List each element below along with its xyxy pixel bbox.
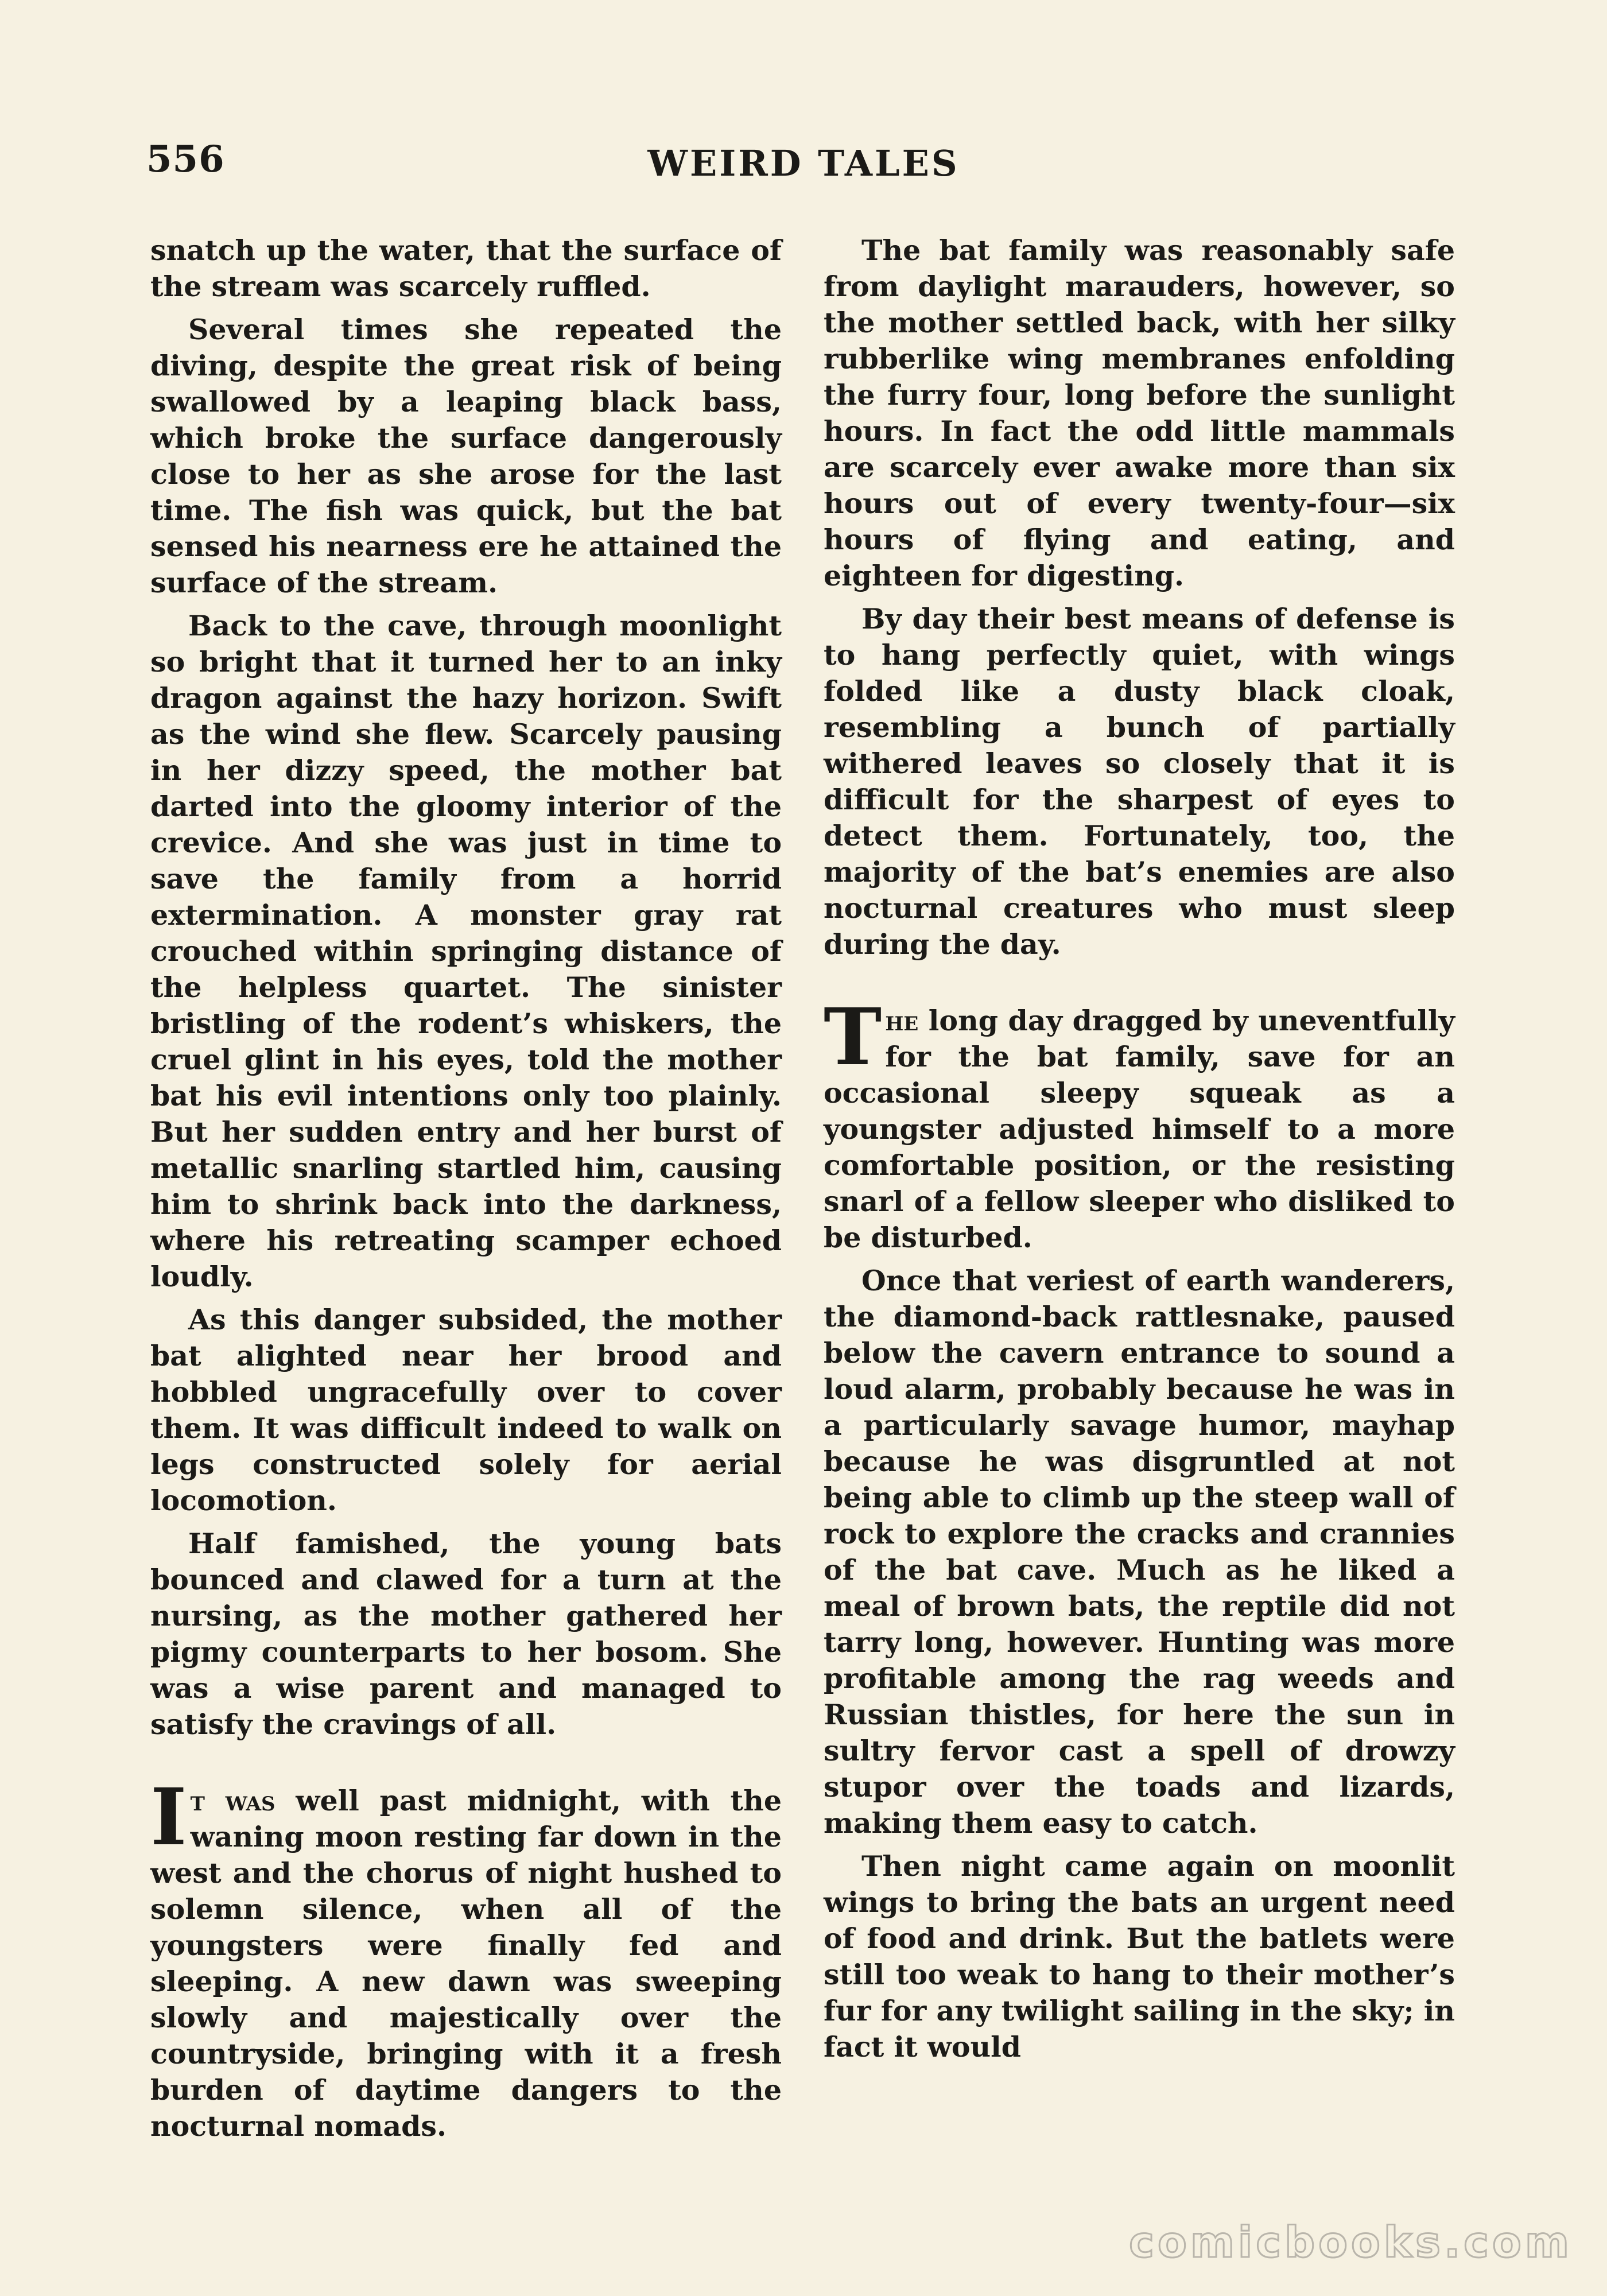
watermark: comicbooks.com [1129, 2218, 1573, 2267]
section-paragraph [824, 991, 1455, 1256]
paragraph-text: long day dragged by uneventfully for the bat family, save for an occasional sleepy squeak as a youngster adjusted himself to a more comfortable position, or the resisting snarl of a fellow sleeper who disliked to be disturbed. [824, 1004, 1455, 1254]
paragraph: By day their best means of defense is to hang perfectly quiet, with wings folded like a dusty black cloak, resembling a bunch of partially withered leaves so closely that it is difficult for the sharpest of eyes to detect them. Fortunately, too, the majority of the bat’s enemies are also nocturnal creatures who must sleep during the day. [824, 602, 1455, 961]
running-title: WEIRD TALES [647, 142, 960, 184]
small-caps-lead: he [885, 1004, 919, 1037]
small-caps-lead: t was [190, 1784, 275, 1817]
paragraph: Back to the cave, through moonlight so bright that it turned her to an inky dragon against the hazy horizon. Swift as the wind she flew. Scarcely pausing in her dizzy speed, the mother bat darted into the gloomy interior of the crevice. And she was just in time to save the family from a horrid extermination. A monster gray rat crouched within springing distance of the helpless quartet. The sinister bristling of the rodent’s whiskers, the cruel glint in his eyes, told the mother bat his evil intentions only too plainly. But her sudden entry and her burst of metallic snarling startled him, causing him to shrink back into the darkness, where his retreating scamper echoed loudly. [150, 609, 782, 1293]
paragraph: Then night came again on moonlit wings to bring the bats an urgent need of food and drink. But the batlets were still too weak to hang to their mother’s fur for any twilight sailing in the sky; in fact it would [824, 1849, 1455, 2064]
paragraph: snatch up the water, that the surface of the stream was scarcely ruffled. [150, 234, 782, 303]
left-column [150, 232, 782, 2151]
paragraph: Several times she repeated the diving, despite the great risk of being swallowed by a leaping black bass, which broke the surface dangerously close to her as she arose for the last time. The fish was quick, but the bat sensed his nearness ere he attained the surface of the stream. [150, 313, 782, 599]
section-paragraph [150, 1771, 782, 2144]
right-column [824, 232, 1455, 2072]
paragraph: Half famished, the young bats bounced and clawed for a turn at the nursing, as the mother gathered her pigmy counterparts to her bosom. She was a wise parent and managed to satisfy the cravings of all. [150, 1527, 782, 1741]
paragraph: Once that veriest of earth wanderers, the diamond-back rattlesnake, paused below the cavern entrance to sound a loud alarm, probably because he was in a particularly savage humor, mayhap because he was disgruntled at not being able to climb up the steep wall of rock to explore the cracks and crannies of the bat cave. Much as he liked a meal of brown bats, the reptile did not tarry long, however. Hunting was more profitable among the rag weeds and Russian thistles, for here the sun in sultry fervor cast a spell of drowzy stupor over the toads and lizards, making them easy to catch. [824, 1264, 1455, 1840]
paragraph: The bat family was reasonably safe from daylight marauders, however, so the mother settled back, with her silky rubberlike wing membranes enfolding the furry four, long before the sunlight hours. In fact the odd little mammals are scarcely ever awake more than six hours out of every twenty-four—six hours of flying and eating, and eighteen for digesting. [824, 234, 1455, 592]
paragraph-text: well past midnight, with the waning moon resting far down in the west and the chorus of night hushed to solemn silence, when all of the youngsters were finally fed and sleeping. A new dawn was sweeping slowly and majestically over the countryside, bringing with it a fresh burden of daytime dangers to the nocturnal nomads. [150, 1784, 782, 2143]
drop-cap: I [150, 1771, 187, 1863]
paragraph: As this danger subsided, the mother bat alighted near her brood and hobbled ungracefully over to cover them. It was difficult indeed to walk on legs constructed solely for aerial locomotion. [150, 1303, 782, 1517]
drop-cap: T [824, 991, 882, 1083]
page-number: 556 [146, 138, 225, 181]
